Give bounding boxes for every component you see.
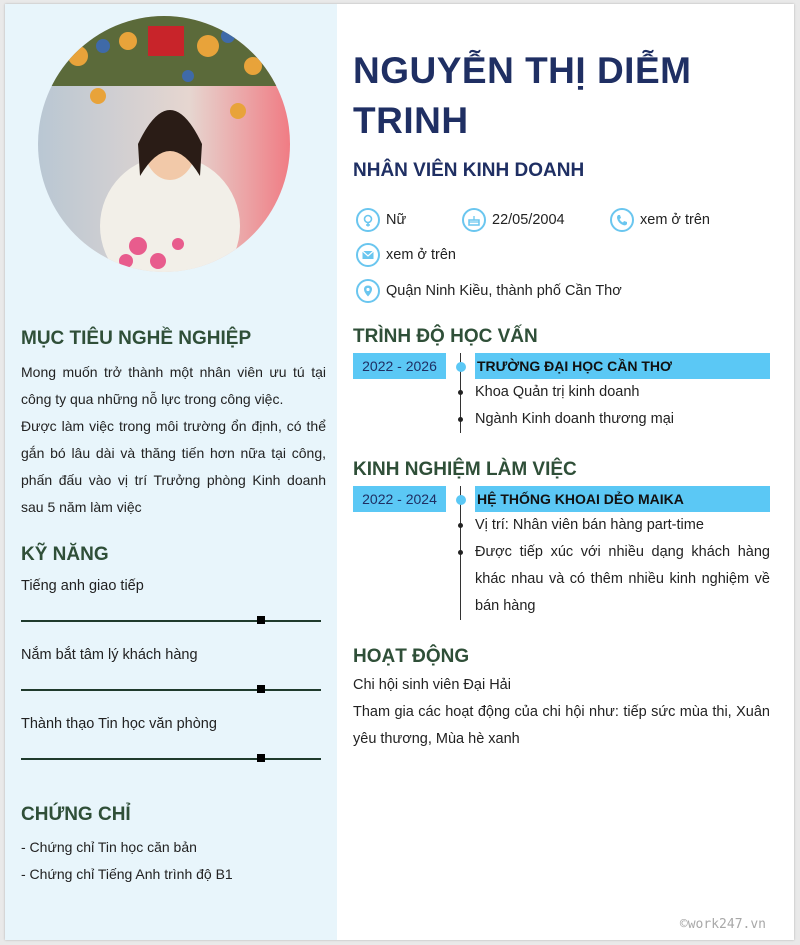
experience-detail-2: Được tiếp xúc với nhiều dạng khách hàng khác nhau và có thêm nhiều kinh nghiệm về bán hàng: [475, 544, 770, 614]
skill-level-marker: [257, 616, 265, 624]
education-detail-1: Khoa Quản trị kinh doanh: [475, 384, 640, 400]
activities-org: Chi hội sinh viên Đại Hải: [353, 677, 511, 693]
education-title: TRÌNH ĐỘ HỌC VẤN: [353, 326, 538, 347]
experience-company: HỆ THỐNG KHOAI DẺO MAIKA: [475, 486, 770, 512]
experience-date: 2022 - 2024: [353, 486, 446, 512]
phone-info: [610, 208, 710, 232]
skill-level-marker: [257, 685, 265, 693]
candidate-role: NHÂN VIÊN KINH DOANH: [353, 160, 585, 181]
education-detail-2: Ngành Kinh doanh thương mại: [475, 411, 674, 427]
gender-info: [356, 208, 406, 232]
activities-title: HOẠT ĐỘNG: [353, 646, 470, 667]
certificate-item-1: - Chứng chỉ Tin học căn bản: [21, 839, 197, 855]
birthday-value: 22/05/2004: [492, 212, 565, 228]
skill-bar-1: [21, 620, 321, 622]
certificates-title: CHỨNG CHỈ: [21, 804, 131, 825]
skill-name-3: Thành thạo Tin học văn phòng: [21, 716, 217, 732]
email-value: xem ở trên: [386, 247, 456, 263]
birthday-info: [462, 208, 565, 232]
gender-value: Nữ: [386, 212, 407, 228]
watermark: ©work247.vn: [679, 917, 766, 932]
email-info: [356, 243, 456, 267]
email-icon: [356, 243, 380, 267]
profile-photo: [38, 16, 290, 272]
cv-page: [5, 4, 794, 940]
objective-title: MỤC TIÊU NGHỀ NGHIỆP: [21, 328, 252, 349]
experience-title: KINH NGHIỆM LÀM VIỆC: [353, 459, 577, 480]
skill-name-1: Tiếng anh giao tiếp: [21, 578, 144, 594]
certificate-item-2: - Chứng chỉ Tiếng Anh trình độ B1: [21, 866, 233, 882]
experience-bullet: [458, 550, 463, 555]
birthday-cake-icon: [462, 208, 486, 232]
experience-detail-1: Vị trí: Nhân viên bán hàng part-time: [475, 517, 704, 533]
skill-bar-3: [21, 758, 321, 760]
skills-title: KỸ NĂNG: [21, 544, 109, 565]
address-info: [356, 279, 622, 303]
address-value: Quận Ninh Kiều, thành phố Cần Thơ: [386, 283, 622, 299]
profile-photo-image: [38, 16, 290, 272]
map-pin-icon: [356, 279, 380, 303]
experience-bullet: [458, 523, 463, 528]
skill-bar-2: [21, 689, 321, 691]
sidebar: [5, 4, 337, 940]
phone-icon: [610, 208, 634, 232]
phone-value: xem ở trên: [640, 212, 710, 228]
education-bullet: [458, 390, 463, 395]
objective-paragraph-2: Được làm việc trong môi trường ổn định, có thể gắn bó lâu dài và thăng tiến hơn nữa tại công, phấn đấu vào vị trí Trưởng phòng Kinh doanh sau 5 năm làm việc: [21, 418, 326, 515]
education-school: TRƯỜNG ĐẠI HỌC CẦN THƠ: [475, 353, 770, 379]
skill-level-marker: [257, 754, 265, 762]
education-date: 2022 - 2026: [353, 353, 446, 379]
education-timeline-dot: [456, 362, 466, 372]
gender-icon: [356, 208, 380, 232]
skill-name-2: Nắm bắt tâm lý khách hàng: [21, 647, 198, 663]
objective-paragraph-1: Mong muốn trở thành một nhân viên ưu tú tại công ty qua những nỗ lực trong công việc.: [21, 364, 326, 407]
candidate-name: NGUYỄN THỊ DIỄM TRINH: [353, 50, 692, 141]
experience-timeline-dot: [456, 495, 466, 505]
education-bullet: [458, 417, 463, 422]
activities-description: Tham gia các hoạt động của chi hội như: tiếp sức mùa thi, Xuân yêu thương, Mùa hè xanh: [353, 704, 770, 747]
